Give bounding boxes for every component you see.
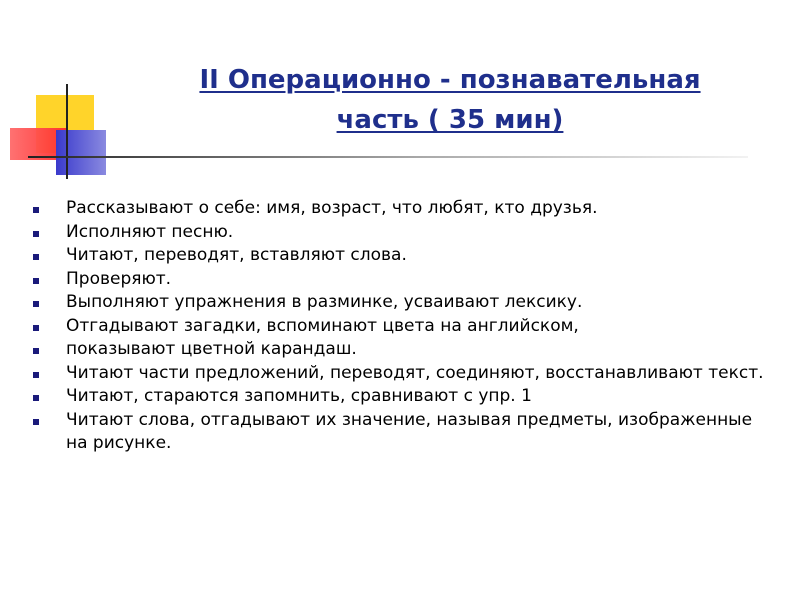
- list-item-text: Рассказывают о себе: имя, возраст, что любят, кто друзья.: [66, 198, 598, 218]
- bullet-list: [30, 197, 770, 456]
- bullet-marker-icon: [33, 348, 39, 354]
- bullet-marker-icon: [33, 278, 39, 284]
- bullet-marker-icon: [33, 231, 39, 237]
- list-item-text: Читают, переводят, вставляют слова.: [66, 245, 407, 265]
- list-item-text: показывают цветной карандаш.: [66, 339, 357, 359]
- decorative-blue-square: [56, 130, 106, 175]
- list-item: [30, 197, 770, 221]
- decorative-vertical-line: [66, 84, 68, 179]
- list-item-text: Читают, стараются запомнить, сравнивают с упр. 1: [66, 386, 532, 406]
- list-item: [30, 362, 770, 386]
- bullet-marker-icon: [33, 301, 39, 307]
- list-item-text: Читают слова, отгадывают их значение, называя предметы, изображенные на рисунке.: [66, 409, 753, 453]
- list-item: [30, 385, 770, 409]
- decorative-horizontal-line: [28, 156, 748, 158]
- slide-title-line-2: часть ( 35 мин): [336, 105, 564, 135]
- bullet-marker-icon: [33, 325, 39, 331]
- bullet-marker-icon: [33, 207, 39, 213]
- list-item: [30, 409, 770, 456]
- list-item: [30, 244, 770, 268]
- list-item: [30, 338, 770, 362]
- list-item: [30, 315, 770, 339]
- bullet-marker-icon: [33, 254, 39, 260]
- list-item-text: Проверяют.: [66, 268, 172, 289]
- list-item-text: Исполняют песню.: [66, 221, 234, 242]
- list-item: [30, 291, 770, 315]
- list-item-text: Отгадывают загадки, вспоминают цвета на английском,: [66, 315, 579, 336]
- bullet-marker-icon: [33, 372, 39, 378]
- list-item-text: Читают части предложений, переводят, соединяют, восстанавливают текст.: [66, 362, 764, 383]
- bullet-marker-icon: [33, 419, 39, 425]
- bullet-marker-icon: [33, 395, 39, 401]
- list-item: [30, 268, 770, 292]
- list-item: [30, 221, 770, 245]
- slide-title-line-1: II Операционно - познавательная: [199, 65, 701, 95]
- list-item-text: Выполняют упражнения в разминке, усваивают лексику.: [66, 292, 583, 312]
- slide-title: [110, 60, 790, 140]
